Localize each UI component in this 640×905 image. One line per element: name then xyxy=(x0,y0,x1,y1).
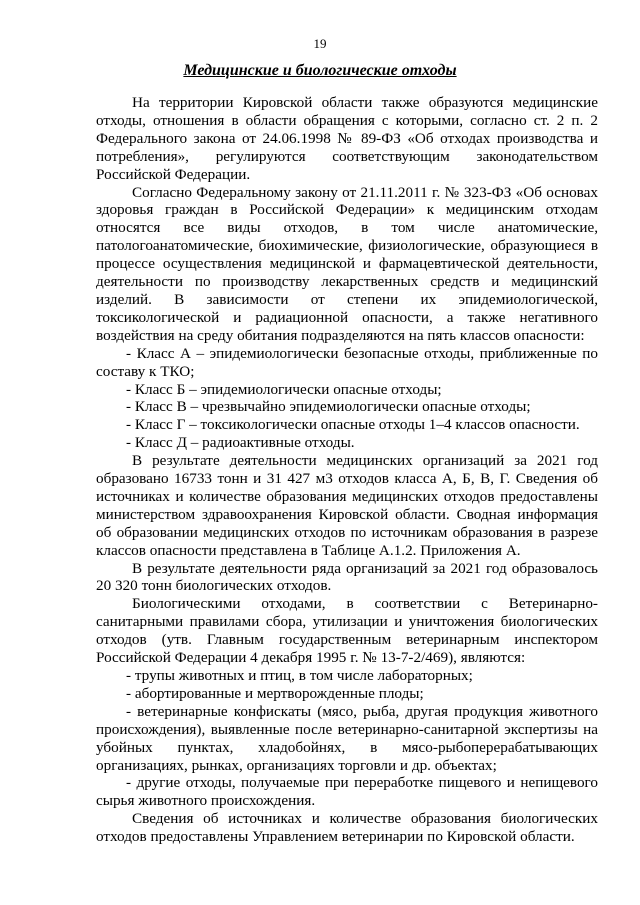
paragraph-medical-waste-intro: На территории Кировской области также образуются медицинские отходы, отношения в области обращения с которыми, согласно ст. 2 п. 2 Федерального закона от 24.06.1998 № 89-ФЗ «Об отходах производства и потребления», регулируются соответствующим законодательством Российской Федерации. xyxy=(96,94,598,183)
list-item-class-d: - Класс Д – радиоактивные отходы. xyxy=(126,434,355,452)
paragraph-medical-waste-volume: В результате деятельности медицинских организаций за 2021 год образовано 16733 тонн и 31 427 м3 отходов класса А, Б, В, Г. Сведения об источниках и количестве образования медицинских отходов предоставлены министерством здравоохранения Кировской области. Сводная информация об образовании медицинских отходов по источникам образования в разрезе классов опасности представлена в Таблице А.1.2. Приложения А. xyxy=(96,452,598,559)
list-item-class-a: - Класс А – эпидемиологически безопасные отходы, приближенные по составу к ТКО; xyxy=(96,344,598,380)
paragraph-bio-waste-definition: Биологическими отходами, в соответствии с Ветеринарно-санитарными правилами сбора, утилизации и уничтожения биологических отходов (утв. Главным государственным ветеринарным инспектором Российской Федерации 4 декабря 1995 г. № 13-7-2/469), являются: xyxy=(96,595,598,667)
paragraph-bio-waste-volume: В результате деятельности ряда организаций за 2021 год образовалось 20 320 тонн биологических отходов. xyxy=(96,559,598,595)
page-number: 19 xyxy=(313,36,327,51)
list-item-class-b: - Класс Б – эпидемиологически опасные отходы; xyxy=(126,380,442,398)
list-item-other-waste: - другие отходы, получаемые при переработке пищевого и непищевого сырья животного происхождения. xyxy=(96,774,598,810)
list-item-class-g: - Класс Г – токсикологически опасные отходы 1–4 классов опасности. xyxy=(126,416,580,434)
list-item-animal-corpses: - трупы животных и птиц, в том числе лабораторных; xyxy=(126,667,473,684)
list-item-aborted-fetuses: - абортированные и мертворожденные плоды; xyxy=(126,684,424,702)
paragraph-federal-law-definition: Согласно Федеральному закону от 21.11.2011 г. № 323-ФЗ «Об основах здоровья граждан в Российской Федерации» к медицинским отходам относятся все виды отходов, в том числе анатомические, патологоанатомические, биохимические, физиологические, образующиеся в процессе осуществления медицинской и фармацевтической деятельности, деятельности по производству лекарственных средств и медицинский изделий. В зависимости от степени их эпидемиологической, токсикологической и радиационной опасности, а также негативного воздействия на среду обитания подразделяются на пять классов опасности: xyxy=(96,183,598,344)
section-title: Медицинские и биологические отходы xyxy=(183,62,457,79)
document-body xyxy=(96,94,598,846)
paragraph-bio-waste-source: Сведения об источниках и количестве образования биологических отходов предоставлены Управлением ветеринарии по Кировской области. xyxy=(96,810,598,846)
list-item-class-v: - Класс В – чрезвычайно эпидемиологически опасные отходы; xyxy=(126,398,531,416)
list-item-veterinary-confiscates: - ветеринарные конфискаты (мясо, рыба, другая продукция животного происхождения), выявленные после ветеринарно-санитарной экспертизы на убойных пунктах, хладобойнях, в мясо-рыбоперерабатывающих организациях, рынках, организациях торговли и др. объектах; xyxy=(96,702,598,774)
